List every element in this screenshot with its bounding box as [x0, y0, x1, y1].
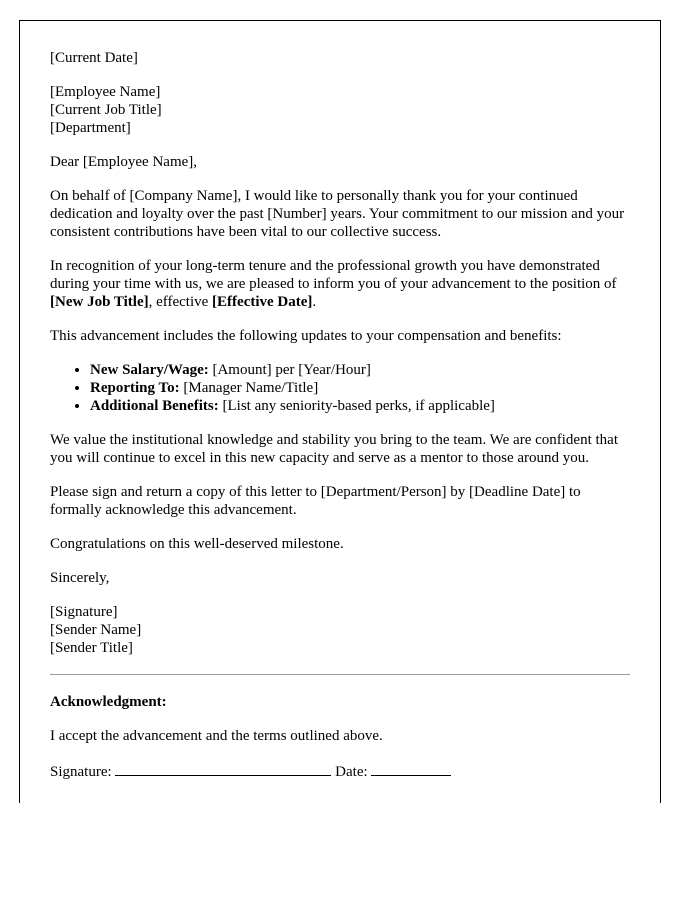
sender-title: [Sender Title] [50, 640, 133, 656]
new-job-title: [New Job Title] [50, 294, 149, 310]
effective-date: [Effective Date] [212, 294, 313, 310]
date-line[interactable] [371, 761, 451, 776]
acknowledgment-statement: I accept the advancement and the terms outlined above. [50, 728, 383, 744]
list-item [90, 397, 630, 415]
department: [Department] [50, 120, 131, 136]
date-label: Date: [335, 764, 368, 780]
benefit-value: [Manager Name/Title] [179, 380, 319, 396]
employee-name: [Employee Name] [50, 84, 161, 100]
recognition-paragraph [50, 257, 630, 311]
acknowledgment-heading: Acknowledgment: [50, 694, 167, 710]
recipient-block [50, 83, 630, 137]
benefit-value: [List any seniority-based perks, if applicable] [218, 398, 495, 414]
recognition-end: . [312, 294, 317, 310]
acknowledgment-signature-row [50, 761, 630, 781]
signature-line[interactable] [115, 761, 331, 776]
current-job-title: [Current Job Title] [50, 102, 162, 118]
list-item [90, 379, 630, 397]
benefit-label: Additional Benefits: [90, 398, 219, 414]
value-paragraph: We value the institutional knowledge and stability you bring to the team. We are confident that you will continue to excel in this new capacity and serve as a mentor to those around you. [50, 432, 618, 466]
effective-text: , effective [148, 294, 213, 310]
congratulations-paragraph: Congratulations on this well-deserved milestone. [50, 536, 344, 552]
current-date: [Current Date] [50, 50, 138, 66]
thanks-paragraph: On behalf of [Company Name], I would like to personally thank you for your continued dedication and loyalty over the past [Number] years. Your commitment to our mission and your consistent contributions have been vital to our collective success. [50, 188, 625, 240]
list-item [90, 361, 630, 379]
benefit-value: [Amount] per [Year/Hour] [208, 362, 371, 378]
sender-name: [Sender Name] [50, 622, 142, 638]
benefit-label: New Salary/Wage: [90, 362, 209, 378]
letter-page [19, 20, 661, 803]
updates-intro: This advancement includes the following updates to your compensation and benefits: [50, 328, 562, 344]
signature-label: Signature: [50, 764, 112, 780]
recognition-text: In recognition of your long-term tenure and the professional growth you have demonstrated during your time with us, we are pleased to inform you of your advancement to the position of [50, 258, 617, 292]
salutation: Dear [Employee Name], [50, 154, 198, 170]
return-request-paragraph: Please sign and return a copy of this letter to [Department/Person] by [Deadline Date] to formally acknowledge this advancement. [50, 484, 581, 518]
benefit-label: Reporting To: [90, 380, 180, 396]
section-divider [50, 674, 630, 675]
sign-off: Sincerely, [50, 570, 110, 586]
sender-signature: [Signature] [50, 604, 118, 620]
signature-block [50, 603, 630, 657]
benefits-list [50, 361, 630, 415]
